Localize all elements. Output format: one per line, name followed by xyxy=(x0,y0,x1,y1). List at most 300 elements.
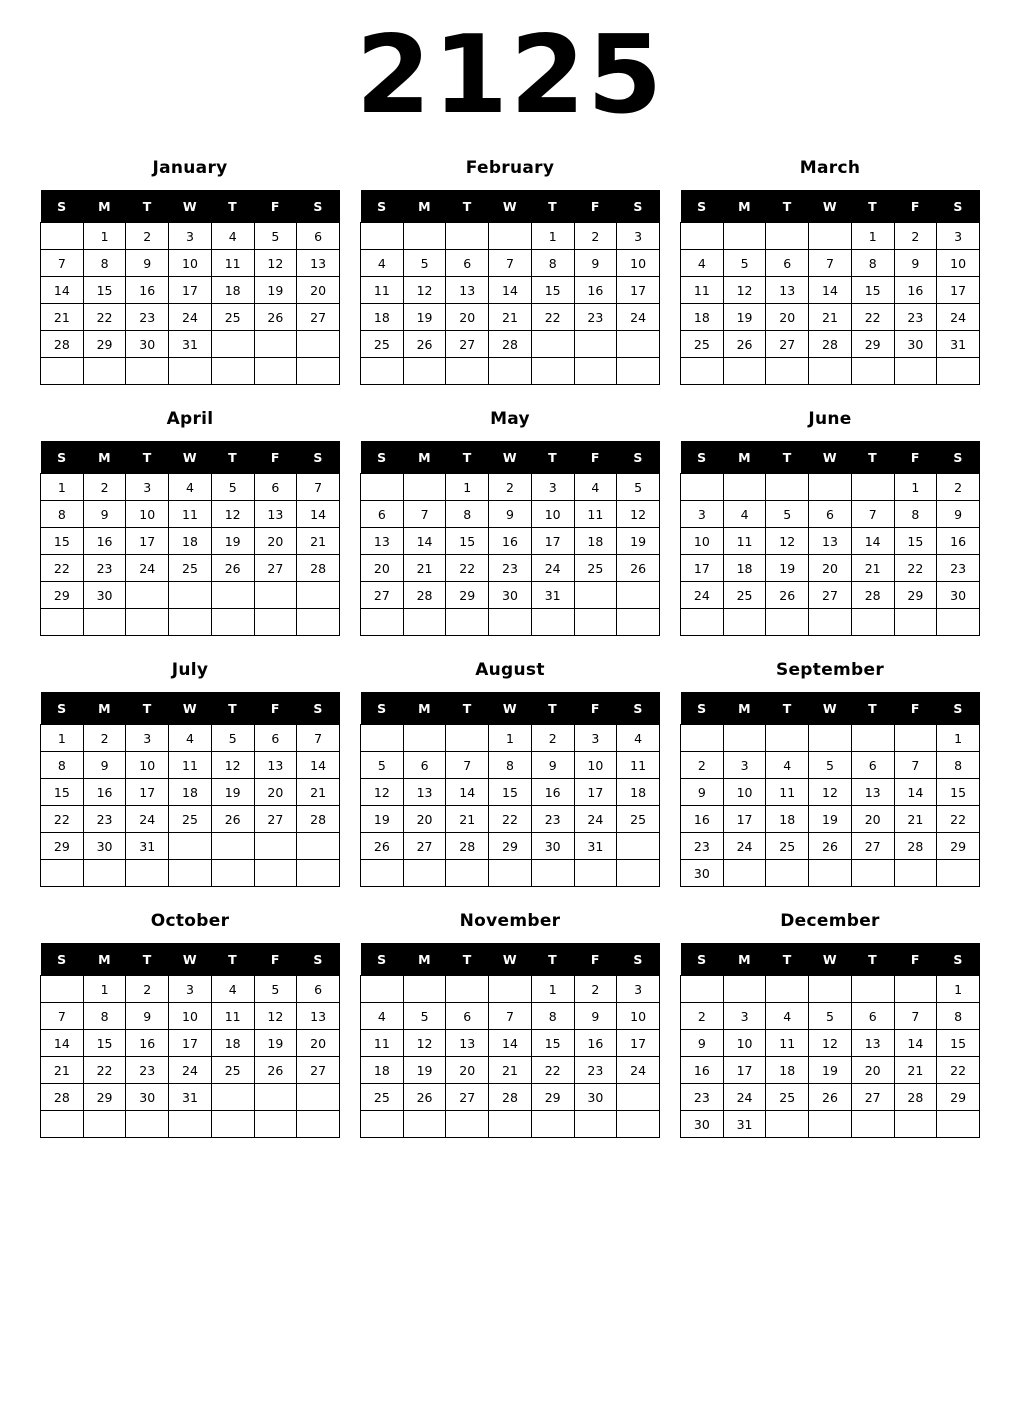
day-cell[interactable]: 20 xyxy=(254,779,297,806)
day-cell[interactable]: 2 xyxy=(83,725,126,752)
day-cell[interactable]: 19 xyxy=(254,1030,297,1057)
day-cell[interactable]: 16 xyxy=(681,1057,724,1084)
day-cell[interactable]: 22 xyxy=(41,555,84,582)
day-cell[interactable]: 12 xyxy=(766,528,809,555)
day-cell[interactable]: 19 xyxy=(809,806,852,833)
day-cell[interactable]: 22 xyxy=(41,806,84,833)
day-cell[interactable]: 13 xyxy=(297,250,340,277)
day-cell[interactable]: 22 xyxy=(489,806,532,833)
day-cell[interactable]: 16 xyxy=(126,1030,169,1057)
day-cell[interactable]: 12 xyxy=(211,752,254,779)
day-cell[interactable]: 22 xyxy=(937,806,980,833)
day-cell[interactable]: 19 xyxy=(211,779,254,806)
day-cell[interactable]: 17 xyxy=(169,277,212,304)
day-cell[interactable]: 2 xyxy=(574,223,617,250)
day-cell[interactable]: 11 xyxy=(211,250,254,277)
day-cell[interactable]: 24 xyxy=(681,582,724,609)
day-cell[interactable]: 1 xyxy=(83,223,126,250)
day-cell[interactable]: 30 xyxy=(894,331,937,358)
day-cell[interactable]: 16 xyxy=(83,528,126,555)
day-cell[interactable]: 3 xyxy=(531,474,574,501)
day-cell[interactable]: 11 xyxy=(169,752,212,779)
day-cell[interactable]: 5 xyxy=(766,501,809,528)
day-cell[interactable]: 1 xyxy=(851,223,894,250)
day-cell[interactable]: 21 xyxy=(489,304,532,331)
day-cell[interactable]: 29 xyxy=(531,1084,574,1111)
day-cell[interactable]: 3 xyxy=(126,474,169,501)
day-cell[interactable]: 22 xyxy=(937,1057,980,1084)
day-cell[interactable]: 21 xyxy=(809,304,852,331)
day-cell[interactable]: 2 xyxy=(937,474,980,501)
day-cell[interactable]: 5 xyxy=(211,725,254,752)
day-cell[interactable]: 16 xyxy=(574,1030,617,1057)
day-cell[interactable]: 3 xyxy=(574,725,617,752)
day-cell[interactable]: 28 xyxy=(446,833,489,860)
day-cell[interactable]: 9 xyxy=(83,752,126,779)
day-cell[interactable]: 17 xyxy=(126,779,169,806)
day-cell[interactable]: 11 xyxy=(617,752,660,779)
day-cell[interactable]: 10 xyxy=(126,501,169,528)
day-cell[interactable]: 19 xyxy=(361,806,404,833)
day-cell[interactable]: 25 xyxy=(681,331,724,358)
day-cell[interactable]: 27 xyxy=(254,555,297,582)
day-cell[interactable]: 22 xyxy=(446,555,489,582)
day-cell[interactable]: 15 xyxy=(41,779,84,806)
day-cell[interactable]: 2 xyxy=(126,223,169,250)
day-cell[interactable]: 30 xyxy=(83,582,126,609)
day-cell[interactable]: 26 xyxy=(766,582,809,609)
day-cell[interactable]: 24 xyxy=(126,806,169,833)
day-cell[interactable]: 27 xyxy=(297,304,340,331)
day-cell[interactable]: 17 xyxy=(723,806,766,833)
day-cell[interactable]: 14 xyxy=(894,1030,937,1057)
day-cell[interactable]: 9 xyxy=(681,779,724,806)
day-cell[interactable]: 30 xyxy=(83,833,126,860)
day-cell[interactable]: 23 xyxy=(126,304,169,331)
day-cell[interactable]: 23 xyxy=(126,1057,169,1084)
day-cell[interactable]: 18 xyxy=(617,779,660,806)
day-cell[interactable]: 15 xyxy=(937,779,980,806)
day-cell[interactable]: 25 xyxy=(723,582,766,609)
day-cell[interactable]: 9 xyxy=(894,250,937,277)
day-cell[interactable]: 13 xyxy=(851,1030,894,1057)
day-cell[interactable]: 3 xyxy=(681,501,724,528)
day-cell[interactable]: 13 xyxy=(254,501,297,528)
day-cell[interactable]: 28 xyxy=(851,582,894,609)
day-cell[interactable]: 30 xyxy=(937,582,980,609)
day-cell[interactable]: 20 xyxy=(446,304,489,331)
day-cell[interactable]: 23 xyxy=(681,833,724,860)
day-cell[interactable]: 13 xyxy=(851,779,894,806)
day-cell[interactable]: 28 xyxy=(894,833,937,860)
day-cell[interactable]: 14 xyxy=(41,277,84,304)
day-cell[interactable]: 10 xyxy=(723,1030,766,1057)
day-cell[interactable]: 26 xyxy=(403,1084,446,1111)
day-cell[interactable]: 11 xyxy=(766,779,809,806)
day-cell[interactable]: 30 xyxy=(681,860,724,887)
day-cell[interactable]: 8 xyxy=(83,250,126,277)
day-cell[interactable]: 15 xyxy=(531,1030,574,1057)
day-cell[interactable]: 4 xyxy=(169,474,212,501)
day-cell[interactable]: 21 xyxy=(41,1057,84,1084)
day-cell[interactable]: 20 xyxy=(851,1057,894,1084)
day-cell[interactable]: 18 xyxy=(211,1030,254,1057)
day-cell[interactable]: 3 xyxy=(169,223,212,250)
day-cell[interactable]: 2 xyxy=(83,474,126,501)
day-cell[interactable]: 25 xyxy=(766,833,809,860)
day-cell[interactable]: 23 xyxy=(83,555,126,582)
day-cell[interactable]: 24 xyxy=(169,304,212,331)
day-cell[interactable]: 23 xyxy=(574,1057,617,1084)
day-cell[interactable]: 26 xyxy=(617,555,660,582)
day-cell[interactable]: 1 xyxy=(41,474,84,501)
day-cell[interactable]: 11 xyxy=(169,501,212,528)
day-cell[interactable]: 25 xyxy=(361,331,404,358)
day-cell[interactable]: 7 xyxy=(446,752,489,779)
day-cell[interactable]: 23 xyxy=(681,1084,724,1111)
day-cell[interactable]: 6 xyxy=(851,1003,894,1030)
day-cell[interactable]: 20 xyxy=(361,555,404,582)
day-cell[interactable]: 23 xyxy=(531,806,574,833)
day-cell[interactable]: 26 xyxy=(254,1057,297,1084)
day-cell[interactable]: 12 xyxy=(254,250,297,277)
day-cell[interactable]: 28 xyxy=(297,555,340,582)
day-cell[interactable]: 7 xyxy=(297,474,340,501)
day-cell[interactable]: 14 xyxy=(489,277,532,304)
day-cell[interactable]: 25 xyxy=(169,806,212,833)
day-cell[interactable]: 10 xyxy=(617,1003,660,1030)
day-cell[interactable]: 20 xyxy=(851,806,894,833)
day-cell[interactable]: 6 xyxy=(809,501,852,528)
day-cell[interactable]: 8 xyxy=(83,1003,126,1030)
day-cell[interactable]: 7 xyxy=(894,1003,937,1030)
day-cell[interactable]: 29 xyxy=(83,1084,126,1111)
day-cell[interactable]: 29 xyxy=(937,833,980,860)
day-cell[interactable]: 5 xyxy=(403,250,446,277)
day-cell[interactable]: 31 xyxy=(574,833,617,860)
day-cell[interactable]: 19 xyxy=(766,555,809,582)
day-cell[interactable]: 27 xyxy=(809,582,852,609)
day-cell[interactable]: 14 xyxy=(851,528,894,555)
day-cell[interactable]: 11 xyxy=(766,1030,809,1057)
day-cell[interactable]: 4 xyxy=(211,223,254,250)
day-cell[interactable]: 7 xyxy=(894,752,937,779)
day-cell[interactable]: 18 xyxy=(169,779,212,806)
day-cell[interactable]: 28 xyxy=(41,331,84,358)
day-cell[interactable]: 10 xyxy=(617,250,660,277)
day-cell[interactable]: 5 xyxy=(809,752,852,779)
day-cell[interactable]: 11 xyxy=(361,277,404,304)
day-cell[interactable]: 19 xyxy=(809,1057,852,1084)
day-cell[interactable]: 22 xyxy=(851,304,894,331)
day-cell[interactable]: 18 xyxy=(681,304,724,331)
day-cell[interactable]: 1 xyxy=(937,976,980,1003)
day-cell[interactable]: 6 xyxy=(297,976,340,1003)
day-cell[interactable]: 14 xyxy=(446,779,489,806)
day-cell[interactable]: 6 xyxy=(766,250,809,277)
day-cell[interactable]: 24 xyxy=(617,1057,660,1084)
day-cell[interactable]: 2 xyxy=(489,474,532,501)
day-cell[interactable]: 26 xyxy=(809,833,852,860)
day-cell[interactable]: 13 xyxy=(403,779,446,806)
day-cell[interactable]: 10 xyxy=(681,528,724,555)
day-cell[interactable]: 7 xyxy=(489,250,532,277)
day-cell[interactable]: 12 xyxy=(617,501,660,528)
day-cell[interactable]: 24 xyxy=(531,555,574,582)
day-cell[interactable]: 27 xyxy=(403,833,446,860)
day-cell[interactable]: 13 xyxy=(766,277,809,304)
day-cell[interactable]: 16 xyxy=(126,277,169,304)
day-cell[interactable]: 5 xyxy=(403,1003,446,1030)
day-cell[interactable]: 20 xyxy=(254,528,297,555)
day-cell[interactable]: 13 xyxy=(446,277,489,304)
day-cell[interactable]: 20 xyxy=(766,304,809,331)
day-cell[interactable]: 24 xyxy=(937,304,980,331)
day-cell[interactable]: 26 xyxy=(211,555,254,582)
day-cell[interactable]: 27 xyxy=(446,1084,489,1111)
day-cell[interactable]: 16 xyxy=(937,528,980,555)
day-cell[interactable]: 22 xyxy=(83,1057,126,1084)
day-cell[interactable]: 24 xyxy=(723,833,766,860)
day-cell[interactable]: 16 xyxy=(574,277,617,304)
day-cell[interactable]: 25 xyxy=(211,1057,254,1084)
day-cell[interactable]: 31 xyxy=(169,1084,212,1111)
day-cell[interactable]: 8 xyxy=(446,501,489,528)
day-cell[interactable]: 19 xyxy=(723,304,766,331)
day-cell[interactable]: 25 xyxy=(169,555,212,582)
day-cell[interactable]: 18 xyxy=(361,304,404,331)
day-cell[interactable]: 3 xyxy=(126,725,169,752)
day-cell[interactable]: 21 xyxy=(403,555,446,582)
day-cell[interactable]: 30 xyxy=(681,1111,724,1138)
day-cell[interactable]: 12 xyxy=(403,1030,446,1057)
day-cell[interactable]: 5 xyxy=(809,1003,852,1030)
day-cell[interactable]: 29 xyxy=(41,833,84,860)
day-cell[interactable]: 7 xyxy=(41,250,84,277)
day-cell[interactable]: 16 xyxy=(894,277,937,304)
day-cell[interactable]: 5 xyxy=(361,752,404,779)
day-cell[interactable]: 17 xyxy=(617,277,660,304)
day-cell[interactable]: 6 xyxy=(361,501,404,528)
day-cell[interactable]: 12 xyxy=(361,779,404,806)
day-cell[interactable]: 29 xyxy=(489,833,532,860)
day-cell[interactable]: 30 xyxy=(574,1084,617,1111)
day-cell[interactable]: 12 xyxy=(723,277,766,304)
day-cell[interactable]: 15 xyxy=(531,277,574,304)
day-cell[interactable]: 31 xyxy=(723,1111,766,1138)
day-cell[interactable]: 18 xyxy=(766,1057,809,1084)
day-cell[interactable]: 17 xyxy=(617,1030,660,1057)
day-cell[interactable]: 6 xyxy=(446,250,489,277)
day-cell[interactable]: 13 xyxy=(361,528,404,555)
day-cell[interactable]: 3 xyxy=(723,1003,766,1030)
day-cell[interactable]: 18 xyxy=(169,528,212,555)
day-cell[interactable]: 3 xyxy=(617,976,660,1003)
day-cell[interactable]: 15 xyxy=(851,277,894,304)
day-cell[interactable]: 1 xyxy=(446,474,489,501)
day-cell[interactable]: 31 xyxy=(126,833,169,860)
day-cell[interactable]: 23 xyxy=(574,304,617,331)
day-cell[interactable]: 26 xyxy=(211,806,254,833)
day-cell[interactable]: 17 xyxy=(531,528,574,555)
day-cell[interactable]: 1 xyxy=(531,976,574,1003)
day-cell[interactable]: 10 xyxy=(574,752,617,779)
day-cell[interactable]: 21 xyxy=(851,555,894,582)
day-cell[interactable]: 14 xyxy=(403,528,446,555)
day-cell[interactable]: 8 xyxy=(937,752,980,779)
day-cell[interactable]: 28 xyxy=(489,331,532,358)
day-cell[interactable]: 9 xyxy=(126,1003,169,1030)
day-cell[interactable]: 19 xyxy=(617,528,660,555)
day-cell[interactable]: 2 xyxy=(681,752,724,779)
day-cell[interactable]: 8 xyxy=(531,1003,574,1030)
day-cell[interactable]: 29 xyxy=(41,582,84,609)
day-cell[interactable]: 7 xyxy=(403,501,446,528)
day-cell[interactable]: 18 xyxy=(361,1057,404,1084)
day-cell[interactable]: 29 xyxy=(446,582,489,609)
day-cell[interactable]: 10 xyxy=(723,779,766,806)
day-cell[interactable]: 5 xyxy=(254,976,297,1003)
day-cell[interactable]: 5 xyxy=(211,474,254,501)
day-cell[interactable]: 25 xyxy=(574,555,617,582)
day-cell[interactable]: 15 xyxy=(446,528,489,555)
day-cell[interactable]: 27 xyxy=(766,331,809,358)
day-cell[interactable]: 19 xyxy=(211,528,254,555)
day-cell[interactable]: 24 xyxy=(617,304,660,331)
day-cell[interactable]: 11 xyxy=(361,1030,404,1057)
day-cell[interactable]: 9 xyxy=(681,1030,724,1057)
day-cell[interactable]: 1 xyxy=(41,725,84,752)
day-cell[interactable]: 27 xyxy=(254,806,297,833)
day-cell[interactable]: 4 xyxy=(169,725,212,752)
day-cell[interactable]: 31 xyxy=(531,582,574,609)
day-cell[interactable]: 6 xyxy=(297,223,340,250)
day-cell[interactable]: 5 xyxy=(254,223,297,250)
day-cell[interactable]: 14 xyxy=(809,277,852,304)
day-cell[interactable]: 16 xyxy=(489,528,532,555)
day-cell[interactable]: 25 xyxy=(211,304,254,331)
day-cell[interactable]: 28 xyxy=(297,806,340,833)
day-cell[interactable]: 21 xyxy=(297,779,340,806)
day-cell[interactable]: 25 xyxy=(361,1084,404,1111)
day-cell[interactable]: 8 xyxy=(41,501,84,528)
day-cell[interactable]: 6 xyxy=(851,752,894,779)
day-cell[interactable]: 17 xyxy=(169,1030,212,1057)
day-cell[interactable]: 21 xyxy=(41,304,84,331)
day-cell[interactable]: 1 xyxy=(489,725,532,752)
day-cell[interactable]: 10 xyxy=(531,501,574,528)
day-cell[interactable]: 1 xyxy=(894,474,937,501)
day-cell[interactable]: 10 xyxy=(937,250,980,277)
day-cell[interactable]: 25 xyxy=(617,806,660,833)
day-cell[interactable]: 17 xyxy=(126,528,169,555)
day-cell[interactable]: 12 xyxy=(403,277,446,304)
day-cell[interactable]: 3 xyxy=(617,223,660,250)
day-cell[interactable]: 12 xyxy=(254,1003,297,1030)
day-cell[interactable]: 17 xyxy=(574,779,617,806)
day-cell[interactable]: 6 xyxy=(254,725,297,752)
day-cell[interactable]: 11 xyxy=(574,501,617,528)
day-cell[interactable]: 16 xyxy=(531,779,574,806)
day-cell[interactable]: 10 xyxy=(169,1003,212,1030)
day-cell[interactable]: 16 xyxy=(83,779,126,806)
day-cell[interactable]: 15 xyxy=(937,1030,980,1057)
day-cell[interactable]: 26 xyxy=(403,331,446,358)
day-cell[interactable]: 26 xyxy=(809,1084,852,1111)
day-cell[interactable]: 9 xyxy=(126,250,169,277)
day-cell[interactable]: 4 xyxy=(361,250,404,277)
day-cell[interactable]: 2 xyxy=(126,976,169,1003)
day-cell[interactable]: 3 xyxy=(723,752,766,779)
day-cell[interactable]: 15 xyxy=(41,528,84,555)
day-cell[interactable]: 20 xyxy=(446,1057,489,1084)
day-cell[interactable]: 4 xyxy=(766,752,809,779)
day-cell[interactable]: 28 xyxy=(403,582,446,609)
day-cell[interactable]: 13 xyxy=(446,1030,489,1057)
day-cell[interactable]: 11 xyxy=(211,1003,254,1030)
day-cell[interactable]: 22 xyxy=(894,555,937,582)
day-cell[interactable]: 20 xyxy=(297,277,340,304)
day-cell[interactable]: 8 xyxy=(489,752,532,779)
day-cell[interactable]: 30 xyxy=(126,331,169,358)
day-cell[interactable]: 18 xyxy=(723,555,766,582)
day-cell[interactable]: 1 xyxy=(531,223,574,250)
day-cell[interactable]: 20 xyxy=(403,806,446,833)
day-cell[interactable]: 28 xyxy=(809,331,852,358)
day-cell[interactable]: 24 xyxy=(723,1084,766,1111)
day-cell[interactable]: 9 xyxy=(937,501,980,528)
day-cell[interactable]: 30 xyxy=(126,1084,169,1111)
day-cell[interactable]: 31 xyxy=(937,331,980,358)
day-cell[interactable]: 19 xyxy=(403,304,446,331)
day-cell[interactable]: 24 xyxy=(126,555,169,582)
day-cell[interactable]: 6 xyxy=(254,474,297,501)
day-cell[interactable]: 17 xyxy=(937,277,980,304)
day-cell[interactable]: 23 xyxy=(489,555,532,582)
day-cell[interactable]: 15 xyxy=(83,277,126,304)
day-cell[interactable]: 19 xyxy=(403,1057,446,1084)
day-cell[interactable]: 25 xyxy=(766,1084,809,1111)
day-cell[interactable]: 20 xyxy=(809,555,852,582)
day-cell[interactable]: 14 xyxy=(41,1030,84,1057)
day-cell[interactable]: 12 xyxy=(211,501,254,528)
day-cell[interactable]: 1 xyxy=(83,976,126,1003)
day-cell[interactable]: 21 xyxy=(894,1057,937,1084)
day-cell[interactable]: 26 xyxy=(361,833,404,860)
day-cell[interactable]: 21 xyxy=(894,806,937,833)
day-cell[interactable]: 2 xyxy=(681,1003,724,1030)
day-cell[interactable]: 4 xyxy=(766,1003,809,1030)
day-cell[interactable]: 26 xyxy=(723,331,766,358)
day-cell[interactable]: 7 xyxy=(809,250,852,277)
day-cell[interactable]: 15 xyxy=(894,528,937,555)
day-cell[interactable]: 9 xyxy=(83,501,126,528)
day-cell[interactable]: 13 xyxy=(254,752,297,779)
day-cell[interactable]: 4 xyxy=(681,250,724,277)
day-cell[interactable]: 8 xyxy=(531,250,574,277)
day-cell[interactable]: 5 xyxy=(617,474,660,501)
day-cell[interactable]: 29 xyxy=(851,331,894,358)
day-cell[interactable]: 8 xyxy=(851,250,894,277)
day-cell[interactable]: 22 xyxy=(531,304,574,331)
day-cell[interactable]: 27 xyxy=(851,833,894,860)
day-cell[interactable]: 5 xyxy=(723,250,766,277)
day-cell[interactable]: 4 xyxy=(723,501,766,528)
day-cell[interactable]: 6 xyxy=(446,1003,489,1030)
day-cell[interactable]: 14 xyxy=(297,752,340,779)
day-cell[interactable]: 8 xyxy=(41,752,84,779)
day-cell[interactable]: 4 xyxy=(361,1003,404,1030)
